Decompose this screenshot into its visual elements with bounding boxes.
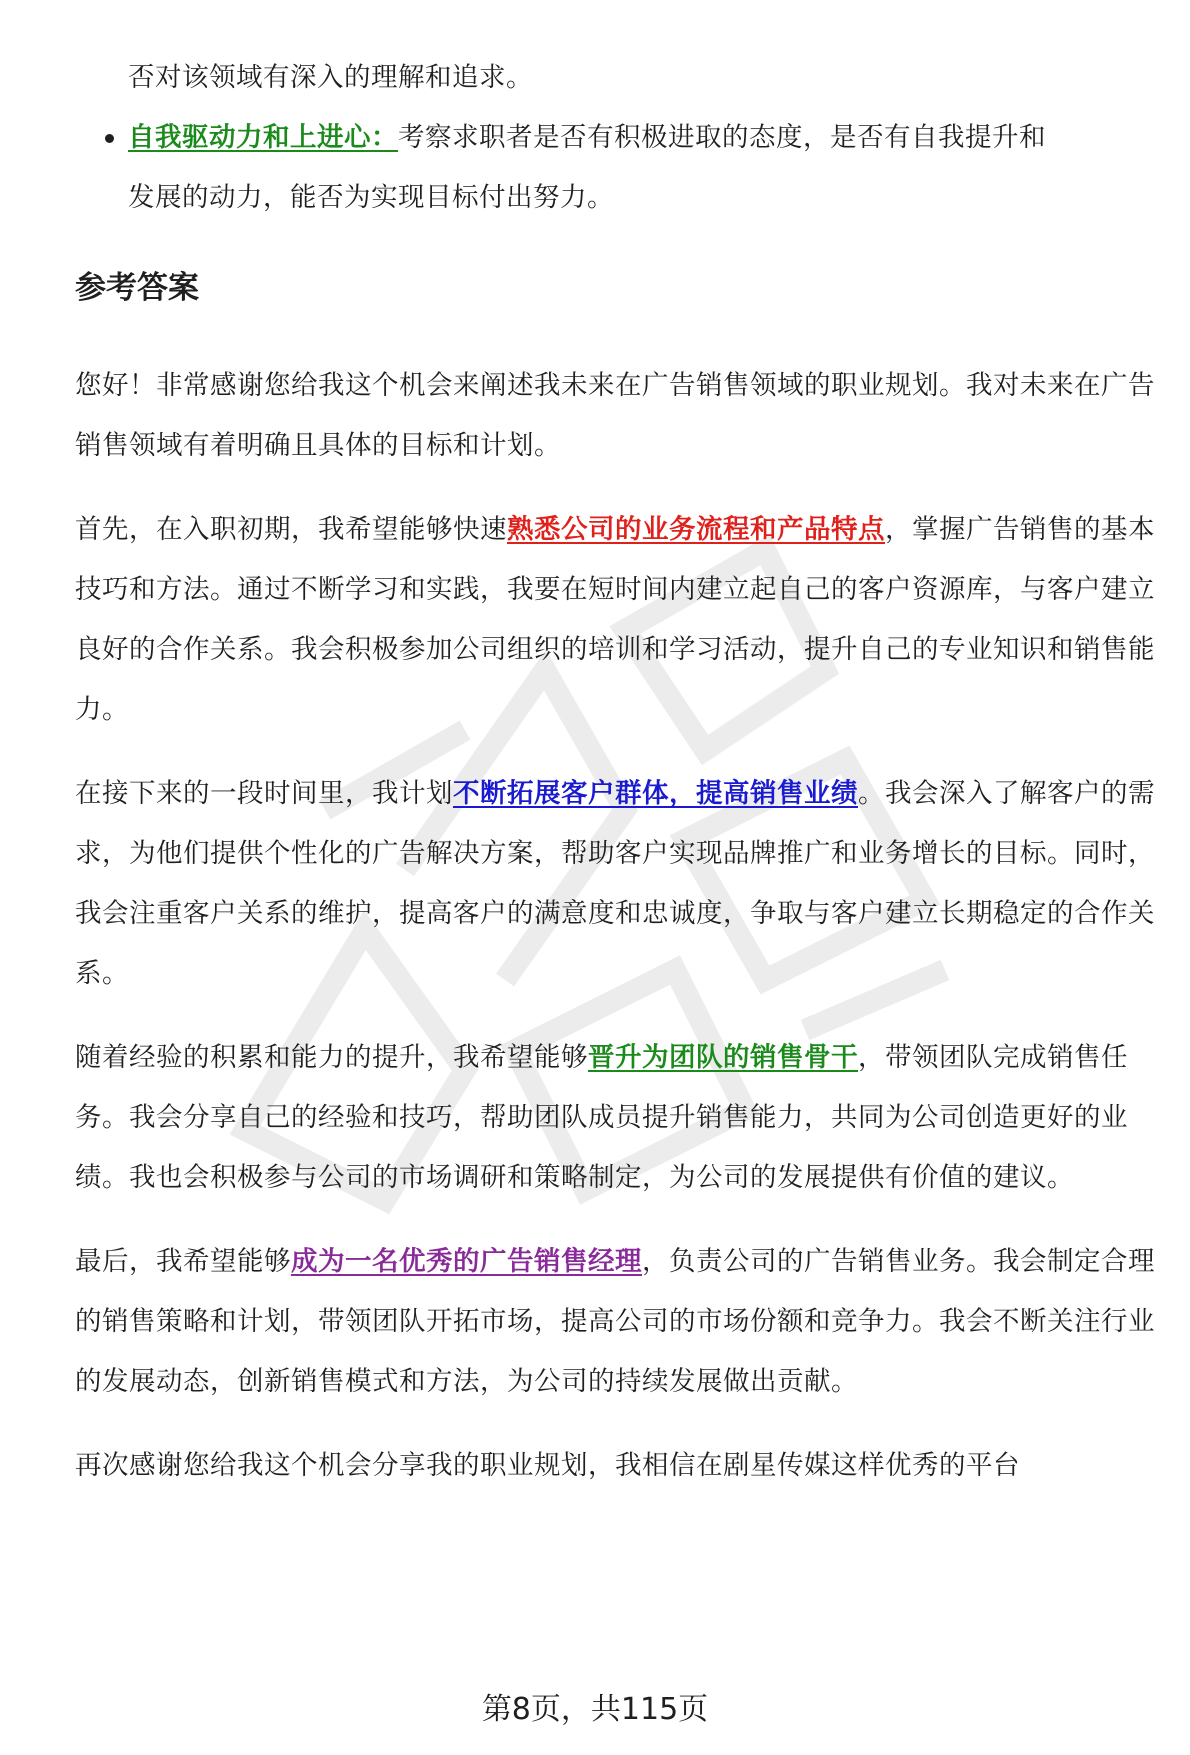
continuation-line: 否对该领域有深入的理解和追求。 [128,62,533,93]
paragraph-text: ，掌握广告销售的基本技巧和方法。通过不断学习和实践，我要在短时间内建立起自己的客户资源库，与客户建立良好的合作关系。我会积极参加公司组织的培训和学习活动，提升自己的专业知识和销售能力。 [75,514,1155,725]
paragraph-text: 。我会深入了解客户的需求，为他们提供个性化的广告解决方案，帮助客户实现品牌推广和业务增长的目标。同时，我会注重客户关系的维护，提高客户的满意度和忠诚度，争取与客户建立长期稳定的合作关系。 [75,778,1155,989]
paragraph-first-stage [75,500,1165,740]
highlight-blue: 不断拓展客户群体，提高销售业绩 [453,778,858,809]
paragraph-second-stage [75,764,1165,1004]
paragraph-text: ，带领团队完成销售任务。我会分享自己的经验和技巧，帮助团队成员提升销售能力，共同为公司创造更好的业绩。我也会积极参与公司的市场调研和策略制定，为公司的发展提供有价值的建议。 [75,1042,1128,1193]
paragraph-text: 最后，我希望能够 [75,1246,291,1277]
bullet-text-line1: 考察求职者是否有积极进取的态度，是否有自我提升和 [398,122,1046,153]
bullet-highlight: 自我驱动力和上进心： [128,122,398,153]
paragraph-text: ，负责公司的广告销售业务。我会制定合理的销售策略和计划，带领团队开拓市场，提高公司的市场份额和竞争力。我会不断关注行业的发展动态，创新销售模式和方法，为公司的持续发展做出贡献。 [75,1246,1155,1397]
paragraph-text: 在接下来的一段时间里，我计划 [75,778,453,809]
bullet-text-line2: 发展的动力，能否为实现目标付出努力。 [128,182,614,213]
bullet-text [128,108,1165,228]
paragraph-closing: 再次感谢您给我这个机会分享我的职业规划，我相信在剧星传媒这样优秀的平台 [75,1450,1020,1481]
bullet-dot-icon [105,134,114,143]
highlight-purple: 成为一名优秀的广告销售经理 [291,1246,642,1277]
section-heading: 参考答案 [75,270,199,306]
bullet-item-self-drive [75,108,1165,228]
page-content [75,48,1165,1520]
highlight-green: 晋升为团队的销售骨干 [588,1042,858,1073]
paragraph-text: 首先，在入职初期，我希望能够快速 [75,514,507,545]
paragraph-third-stage [75,1028,1165,1208]
paragraph-text: 随着经验的积累和能力的提升，我希望能够 [75,1042,588,1073]
highlight-red: 熟悉公司的业务流程和产品特点 [507,514,885,545]
page-number-footer: 第8页，共115页 [481,1692,709,1727]
paragraph-intro: 您好！非常感谢您给我这个机会来阐述我未来在广告销售领域的职业规划。我对未来在广告销售领域有着明确且具体的目标和计划。 [75,370,1155,461]
paragraph-final-stage [75,1232,1165,1412]
